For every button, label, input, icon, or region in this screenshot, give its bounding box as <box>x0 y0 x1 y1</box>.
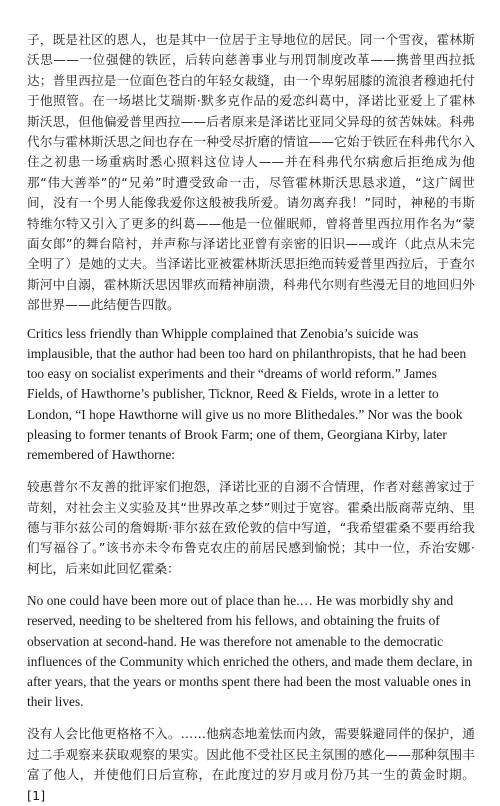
paragraph-english-kirby-quote: No one could have been more out of place than he.… He was morbidly shy and reserved, needing to be sheltered from his fellows, and obtaining the fruits of observation at second-hand. He was therefore not amenable to the democratic influences of the Community which enriched the others, and made them declare, in after years, that the years or months spent there had been the most valuable ones in their lives. <box>27 593 473 710</box>
footnote-reference-link[interactable]: [1] <box>27 787 46 803</box>
paragraph-chinese-kirby-quote <box>27 724 475 806</box>
paragraph-chinese-synopsis: 子，既是社区的恩人，也是其中一位居于主导地位的居民。同一个雪夜，霍林斯沃思——一位强健的铁匠，后转向慈善事业与刑罚制度改革——携普里西拉抵达；普里西拉是一位面色苍白的年轻女裁缝，由一个卑躬屈膝的流浪者穆迪托付于他照管。在一场堪比艾瑞斯·默多克作品的爱恋纠葛中，泽诺比亚爱上了霍林斯沃思，但他偏爱普里西拉——后者原来是泽诺比亚同父异母的贫苦妹妹。科弗代尔与霍林斯沃思之间也存在一种受尽折磨的情谊——它始于铁匠在科弗代尔入住之初患一场重病时悉心照料这位诗人——并在科弗代尔病愈后拒绝成为他那“伟大善举”的“兄弟”时遭受致命一击，尽管霍林斯沃思恳求道，“这广阔世间，没有一个男人能像我爱你这般被我所爱。请勿离弃我！”同时，神秘的韦斯特维尔特又引入了更多的纠葛——他是一位催眠师，曾将普里西拉用作名为“蒙面女郎”的舞台陪衬，并声称与泽诺比亚曾有亲密的旧识——或许（此点从未完全明了）是她的丈夫。当泽诺比亚被霍林斯沃思拒绝而转爱普里西拉后，于查尔斯河中自溺，霍林斯沃思因罪疚而精神崩溃，科弗代尔则有些漫无目的地回归外部世界——此结便告四散。 <box>27 32 475 313</box>
paragraph-chinese-critics: 较惠普尔不友善的批评家们抱怨，泽诺比亚的自溺不合情理，作者对慈善家过于苛刻，对社会主义实验及其“世界改革之梦”则过于宽容。霍桑出版商蒂克纳、里德与菲尔兹公司的詹姆斯·菲尔兹在致伦敦的信中写道，“我希望霍桑不要再给我们写福谷了。”该书亦未令布鲁克农庄的前居民感到愉悦；其中一位，乔治安娜·柯比，后来如此回忆霍桑： <box>27 479 475 576</box>
document-page <box>27 30 475 806</box>
paragraph-english-critics: Critics less friendly than Whipple complained that Zenobia’s suicide was implausible, that the author had been too hard on philanthropists, that he had been too easy on socialist experiments and their “dreams of world reform.” James Fields, of Hawthorne’s publisher, Ticknor, Reed & Fields, wrote in a letter to London, “I hope Hawthorne will give us no more Blithedales.” Nor was the book pleasing to former tenants of Brook Farm; one of them, Georgiana Kirby, later remembered of Hawthorne: <box>27 325 467 462</box>
quote-text: 没有人会比他更格格不入。……他病态地羞怯而内敛，需要躲避同伴的保护，通过二手观察来获取观察的果实。因此他不受社区民主氛围的感化——那种氛围丰富了他人，并使他们日后宣称，在此度过的岁月或月份乃其一生的黄金时期。 <box>27 726 475 783</box>
